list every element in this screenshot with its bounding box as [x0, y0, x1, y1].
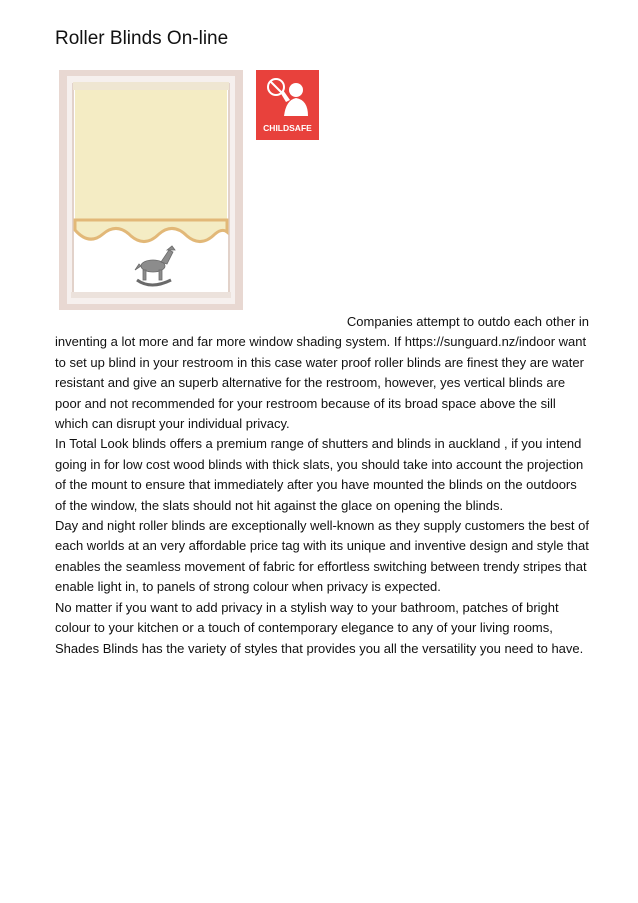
roller-blind-photo	[59, 70, 243, 310]
paragraph-3: Day and night roller blinds are exceptionally well-known as they supply customers the best of each worlds at an very affordable price tag with its unique and inventive design and style that enables the seamless movement of fabric for effortless switching between trendy stripes that enable light in, to panels of strong colour when privacy is expected.	[55, 518, 589, 595]
childsafe-badge	[256, 70, 319, 140]
paragraph-1-first-line: Companies attempt to outdo each other in	[346, 314, 589, 329]
paragraph-1-rest: inventing a lot more and far more window shading system. If https://sunguard.nz/indoor want to set up blind in your restroom in this case water proof roller blinds are finest they are water resistant and give an superb alternative for the restroom, however, yes vertical blinds are poor and not recommended for your restroom because of its broad space above the sill which can disrupt your individual privacy.	[55, 334, 587, 432]
childsafe-label: CHILDSAFE	[263, 123, 312, 133]
paragraph-2: In Total Look blinds offers a premium range of shutters and blinds in auckland , if you intend going in for low cost wood blinds with thick slats, you should take into account the projection of the mount to ensure that immediately after you have mounted the blinds on the outdoors of the window, the slats should not hit against the glace on opening the blinds.	[55, 436, 584, 513]
article-body	[55, 312, 589, 659]
paragraph-4: No matter if you want to add privacy in a stylish way to your bathroom, patches of bright colour to your kitchen or a touch of contemporary elegance to any of your living rooms, Shades Blinds has the variety of styles that provides you all the versatility you need to have.	[55, 599, 584, 656]
page-title: Roller Blinds On-line	[55, 28, 229, 49]
paragraph-1	[55, 312, 589, 434]
